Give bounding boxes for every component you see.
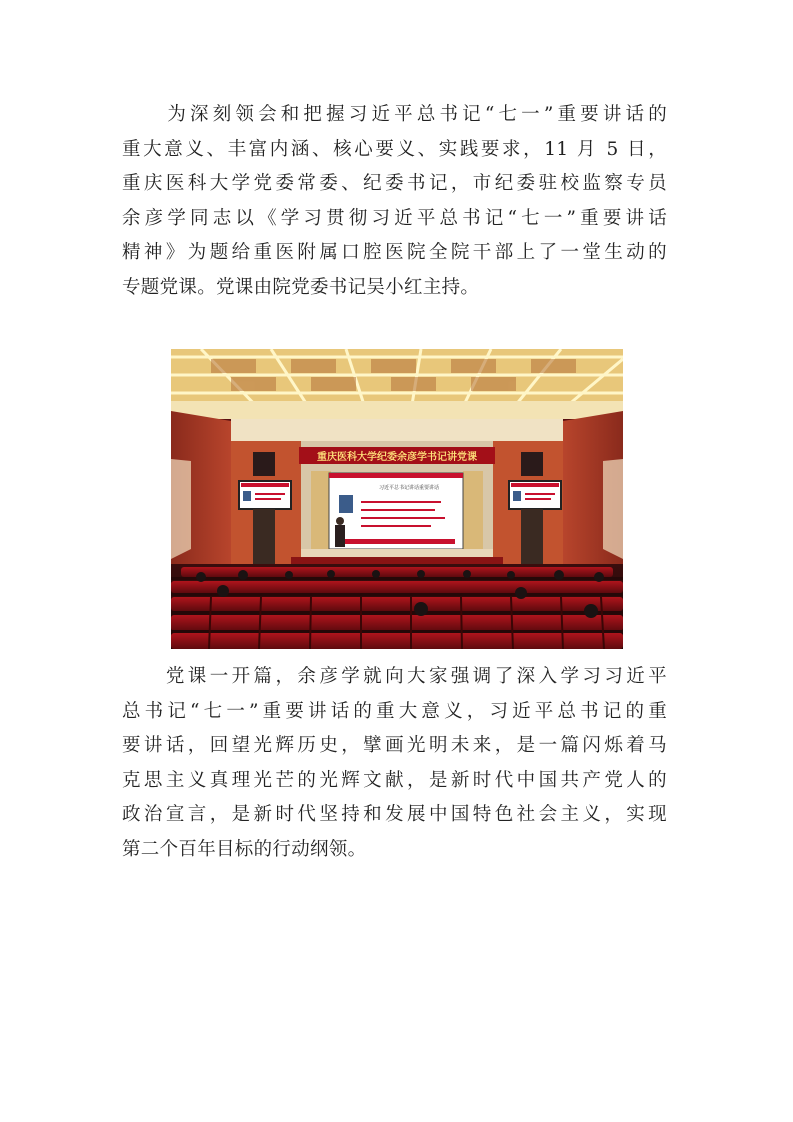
text-line: 重庆医科大学党委常委、纪委书记，市纪委驻校监察专员 — [122, 173, 667, 194]
text-line: 余彦学同志以《学习贯彻习近平总书记“七一”重要讲话 — [122, 207, 667, 229]
paragraph-body — [122, 660, 667, 867]
text-line: 重大意义、丰富内涵、核心要义、实践要求，11 月 5 日， — [122, 138, 667, 160]
text-line: 专题党课。党课由院党委书记吴小红主持。 — [122, 276, 480, 298]
screen-title: 习近平总书记讲话重要讲话 — [378, 485, 440, 491]
lecture-hall-photo — [171, 349, 623, 649]
text-line: 克思主义真理光芒的光辉文献，是新时代中国共产党人的 — [122, 769, 667, 791]
text-line: 党课一开篇，余彦学就向大家强调了深入学习习近平 — [122, 666, 667, 687]
text-line: 第二个百年目标的行动纲领。 — [122, 838, 367, 860]
text-line: 要讲话，回望光辉历史，擘画光明未来，是一篇闪烁着马 — [122, 735, 667, 756]
paragraph-intro — [122, 98, 667, 305]
banner-text: 重庆医科大学纪委余彦学书记讲党课 — [317, 452, 477, 463]
text-line: 精神》为题给重医附属口腔医院全院干部上了一堂生动的 — [122, 242, 667, 263]
text-line: 政治宣言，是新时代坚持和发展中国特色社会主义，实现 — [122, 804, 667, 825]
text-line: 总书记“七一”重要讲话的重大意义，习近平总书记的重 — [122, 700, 667, 722]
text-line: 为深刻领会和把握习近平总书记“七一”重要讲话的 — [122, 104, 667, 125]
